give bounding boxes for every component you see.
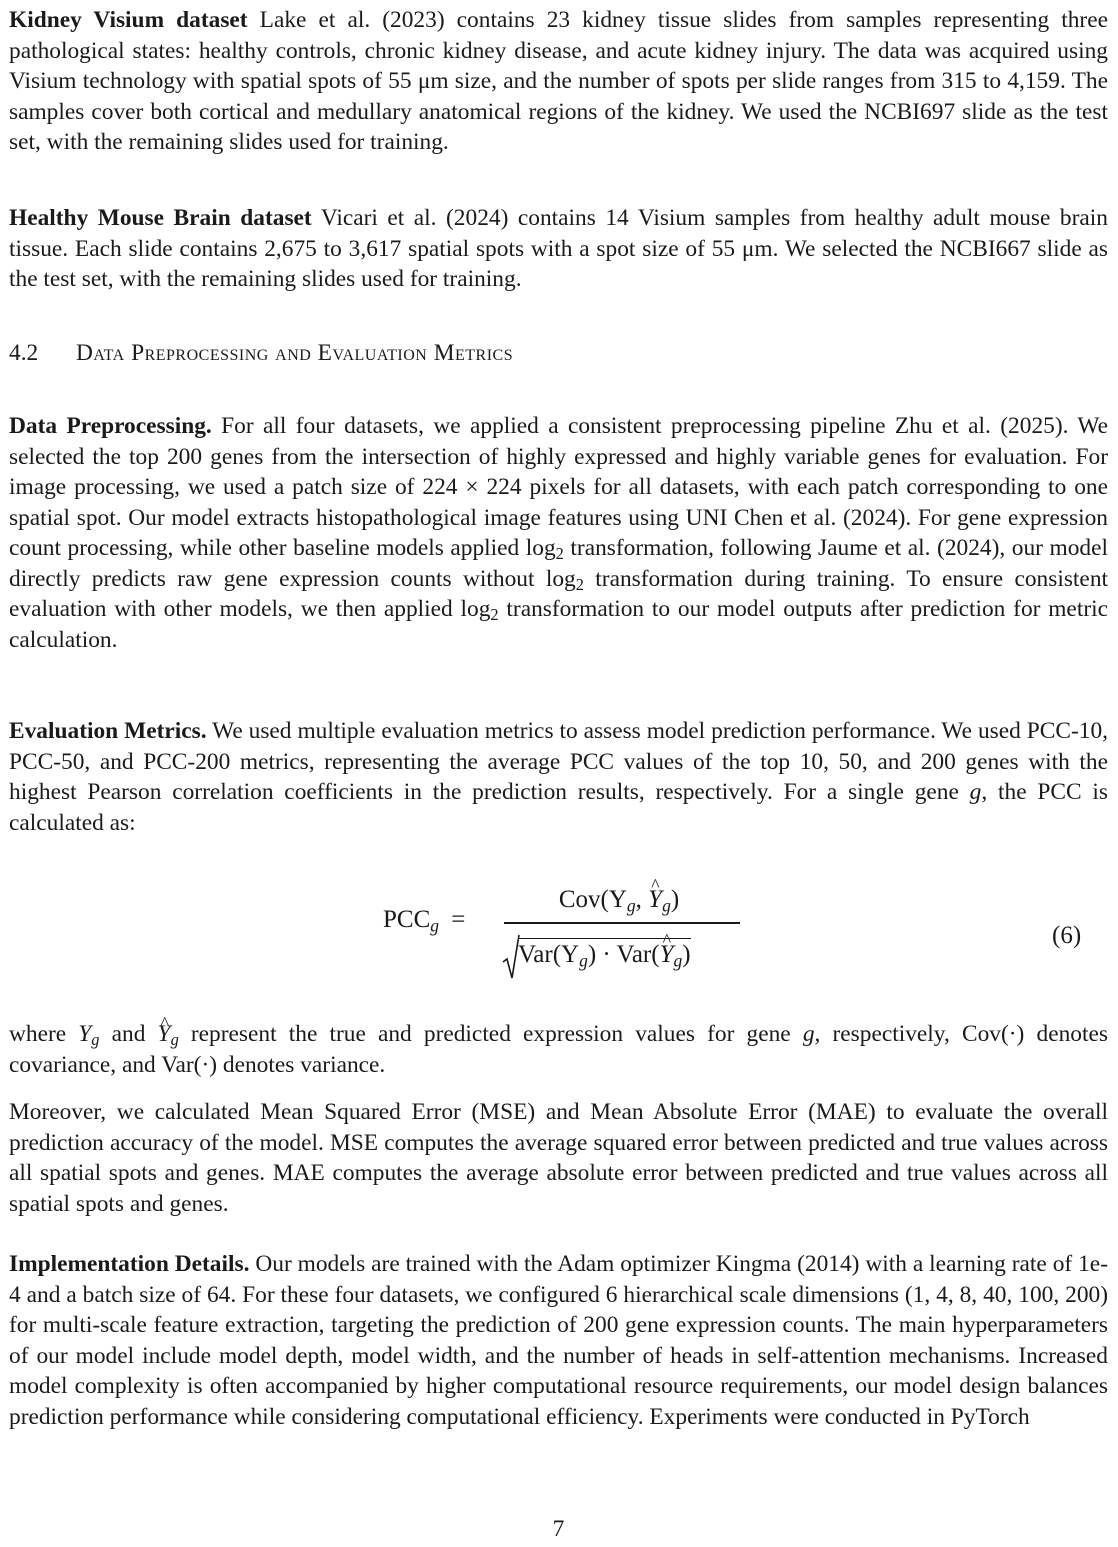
data-preprocessing-paragraph — [9, 411, 1108, 655]
evaluation-metrics-body-2: , the PCC is calculated as: — [9, 779, 1108, 836]
log2-term: $\log_2$ — [460, 596, 499, 625]
data-preprocessing-body-2: transformation, following Jaume et al. (2024), our model directly predicts raw gene expression counts without — [9, 535, 1108, 592]
implementation-title: Implementation Details. — [9, 1251, 250, 1277]
data-preprocessing-body-4: transformation to our model outputs after prediction for metric calculation. — [9, 596, 1108, 653]
kidney-dataset-title: Kidney Visium dataset — [9, 7, 248, 33]
gene-variable: g — [969, 779, 982, 805]
equation-lhs: $PCC_g$ = — [383, 906, 466, 936]
data-preprocessing-title: Data Preprocessing. — [9, 413, 212, 439]
section-heading — [9, 338, 513, 368]
page-number: 7 — [552, 1516, 565, 1542]
section-number: 4.2 — [9, 340, 39, 366]
equation-numerator: $Cov(Y_g$, ^ $Y_g$) — [494, 886, 744, 914]
pcc-equation — [9, 878, 1108, 988]
mouse-brain-paragraph — [9, 203, 1108, 295]
section-title: Data Preprocessing and Evaluation Metrics — [76, 340, 514, 366]
where-paragraph: where $Y_g$ and ^ $Y_g$ represent the true and predicted expression values for gene g, respectively, Cov(·) denotes covariance, and Var(·) denotes variance. — [9, 1019, 1108, 1080]
fraction-bar — [504, 922, 740, 924]
log2-term: $\log_2$ — [525, 535, 564, 564]
data-preprocessing-body-3: transformation during training. To ensure consistent evaluation with other models, we then applied — [9, 565, 1109, 622]
var-notation: Var(·) — [161, 1051, 218, 1078]
equation-denominator: $Var(Y_g)$ · Var(^ $Y_g$) — [518, 938, 691, 969]
data-preprocessing-body-1: For all four datasets, we applied a consistent preprocessing pipeline Zhu et al. (2025). We selected the top 200 genes from the intersection of highly expressed and highly variable genes for evaluation. For image processing, we used a patch size of 224 × 224 pixels for all datasets, with each patch corresponding to one spatial spot. Our model extracts histopathological image features using UNI Chen et al. (2024). For gene expression count processing, while other baseline models applied — [9, 413, 1109, 561]
implementation-body: Our models are trained with the Adam optimizer Kingma (2014) with a learning rate of 1e-4 and a batch size of 64. For these four datasets, we configured 6 hierarchical scale dimensions (1, 4, 8, 40, 100, 200) for multi-scale feature extraction, targeting the prediction of 200 gene expression counts. The main hyperparameters of our model include model depth, model width, and the number of heads in self-attention mechanisms. Increased model complexity is often accompanied by higher computational resource requirements, our model design balances prediction performance while considering computational efficiency. Experiments were conducted in PyTorch — [9, 1251, 1108, 1430]
evaluation-metrics-title: Evaluation Metrics. — [9, 718, 207, 744]
log2-term: $\log_2$ — [545, 565, 584, 594]
mouse-brain-dataset-title: Healthy Mouse Brain dataset — [9, 205, 312, 231]
mse-mae-paragraph: Moreover, we calculated Mean Squared Error (MSE) and Mean Absolute Error (MAE) to evaluate the overall prediction accuracy of the model. MSE computes the average squared error between predicted and true values across all spatial spots and genes. MAE computes the average absolute error between predicted and true values across all spatial spots and genes. — [9, 1099, 1108, 1217]
mouse-brain-dataset-body: Vicari et al. (2024) contains 14 Visium samples from healthy adult mouse brain tissue. Each slide contains 2,675 to 3,617 spatial spots with a spot size of 55 μm. We selected the NCBI667 slide as the test set, with the remaining slides used for training. — [9, 205, 1108, 292]
equation-number: (6) — [1052, 922, 1082, 949]
evaluation-metrics-paragraph — [9, 716, 1108, 838]
kidney-dataset-body: Lake et al. (2023) contains 23 kidney tissue slides from samples representing three pathological states: healthy controls, chronic kidney disease, and acute kidney injury. The data was acquired using Visium technology with spatial spots of 55 μm size, and the number of spots per slide ranges from 315 to 4,159. The samples cover both cortical and medullary anatomical regions of the kidney. We used the NCBI697 slide as the test set, with the remaining slides used for training. — [9, 7, 1108, 155]
evaluation-metrics-body-1: We used multiple evaluation metrics to assess model prediction performance. We used PCC-10, PCC-50, and PCC-200 metrics, representing the average PCC values of the top 10, 50, and 200 genes with the highest Pearson correlation coefficients in the prediction results, respectively. For a single gene — [9, 718, 1108, 805]
kidney-paragraph — [9, 5, 1108, 158]
equation-fraction — [494, 878, 744, 988]
cov-notation: Cov(·) — [961, 1021, 1025, 1047]
implementation-paragraph — [9, 1249, 1108, 1432]
